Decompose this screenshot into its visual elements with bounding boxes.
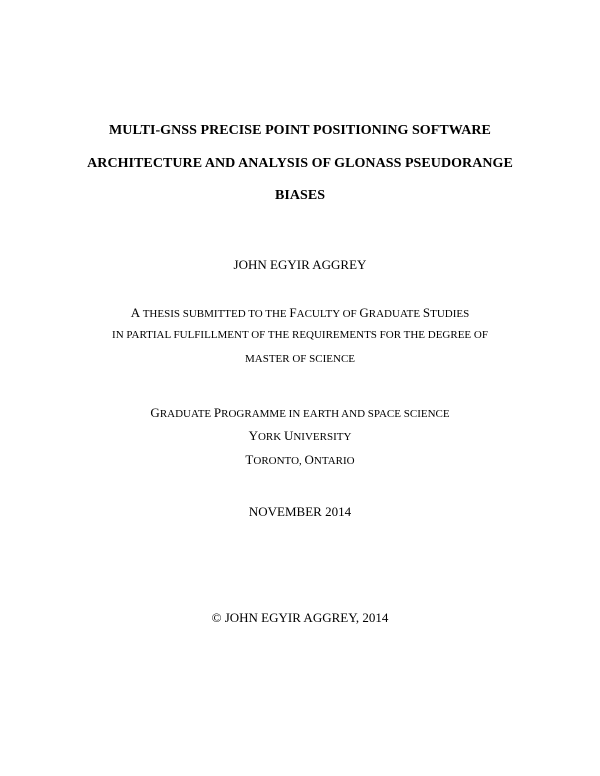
programme-name xyxy=(0,406,600,420)
degree-name: MASTER OF SCIENCE xyxy=(244,353,356,365)
statement-line-1-text-3: RADUATE xyxy=(368,308,423,320)
location-cap-2: O xyxy=(304,452,314,467)
programme-cap-2: P xyxy=(213,405,222,420)
statement-line-2: IN PARTIAL FULFILLMENT OF THE REQUIREMENTS FOR THE DEGREE OF xyxy=(112,329,488,341)
programme-text-1: RADUATE xyxy=(159,408,214,420)
statement-line-1-cap-3: G xyxy=(359,305,369,320)
submission-date: NOVEMBER 2014 xyxy=(248,504,352,519)
thesis-title-line-3: BIASES xyxy=(274,188,326,203)
university-location xyxy=(0,453,600,467)
location-text-1: ORONTO, xyxy=(253,455,305,467)
statement-line-1-cap-1: A xyxy=(130,305,141,320)
statement-line-1-cap-4: S xyxy=(422,305,431,320)
thesis-title-line-1: MULTI-GNSS PRECISE POINT POSITIONING SOFTWARE xyxy=(109,123,491,138)
statement-line-1-cap-2: F xyxy=(289,305,297,320)
statement-line-1 xyxy=(0,306,600,320)
statement-line-1-text-2: ACULTY OF xyxy=(296,308,360,320)
university-text-2: NIVERSITY xyxy=(293,431,352,443)
university-name xyxy=(0,429,600,443)
university-text-1: ORK xyxy=(257,431,284,443)
university-cap-1: Y xyxy=(248,428,258,443)
location-cap-1: T xyxy=(245,452,254,467)
programme-text-2: ROGRAMME IN EARTH AND SPACE SCIENCE xyxy=(221,408,450,420)
location-text-2: NTARIO xyxy=(313,455,355,467)
author-name: JOHN EGYIR AGGREY xyxy=(233,257,367,272)
university-cap-2: U xyxy=(283,428,294,443)
statement-line-1-text-4: TUDIES xyxy=(430,308,470,320)
programme-cap-1: G xyxy=(150,405,160,420)
copyright-notice: © JOHN EGYIR AGGREY, 2014 xyxy=(211,610,389,625)
statement-line-1-text-1: THESIS SUBMITTED TO THE xyxy=(140,308,290,320)
thesis-title-line-2: ARCHITECTURE AND ANALYSIS OF GLONASS PSEUDORANGE xyxy=(87,156,513,171)
